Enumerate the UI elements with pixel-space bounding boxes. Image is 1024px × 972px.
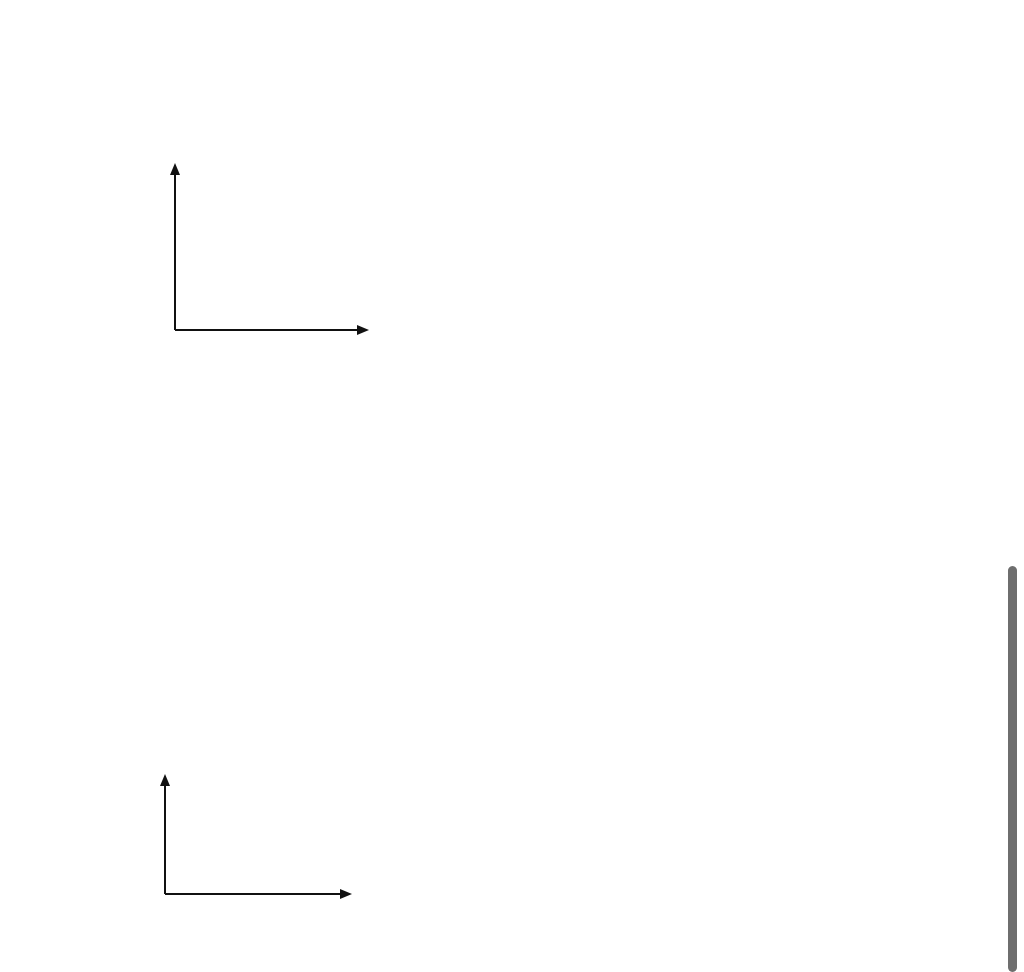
vertical-scrollbar[interactable] bbox=[1008, 566, 1017, 972]
q15-y-arrow bbox=[160, 774, 170, 786]
q15-x-arrow bbox=[340, 889, 352, 899]
